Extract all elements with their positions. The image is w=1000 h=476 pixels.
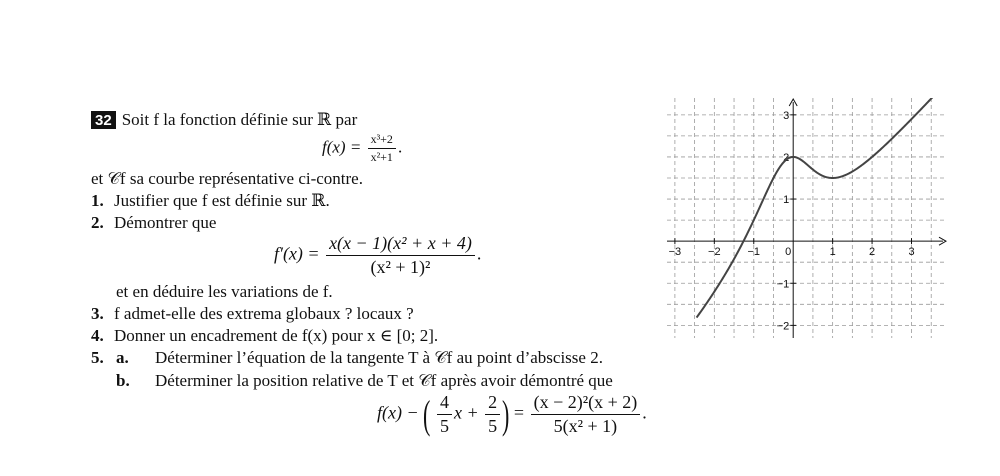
- graph-axes: [667, 99, 946, 338]
- question-4-text: Donner un encadrement de f(x) pour x ∈ [0; 2].: [114, 326, 439, 345]
- derivative-denominator: (x² + 1)²: [370, 257, 431, 277]
- derivative-lhs: f′(x) =: [274, 243, 320, 264]
- right-paren: ): [502, 391, 510, 437]
- frac-2-5: [485, 392, 500, 437]
- y-tick-label: 2: [783, 151, 790, 164]
- question-5a-text: Déterminer l’équation de la tangente T à 𝒞f au point d’abscisse 2.: [155, 348, 603, 367]
- frac-2-5-num: 2: [485, 392, 500, 415]
- question-5b: [116, 371, 613, 391]
- question-3-text: f admet-elle des extrema globaux ? locaux ?: [114, 304, 414, 323]
- function-graph: [667, 98, 947, 338]
- graph-curve: [697, 98, 944, 318]
- x-tick-label: 2: [869, 246, 876, 259]
- final-lhs: f(x) −: [377, 402, 419, 423]
- question-4: [91, 326, 438, 346]
- question-4-number: 4.: [91, 326, 104, 345]
- final-end: .: [642, 402, 647, 423]
- question-2-number: 2.: [91, 213, 104, 232]
- question-1-number: 1.: [91, 191, 104, 210]
- x-tick-label: −3: [668, 246, 682, 259]
- deduce-line: et en déduire les variations de f.: [116, 282, 333, 301]
- exercise-intro: Soit f la fonction définie sur ℝ par: [121, 110, 358, 129]
- definition-fraction: [368, 132, 396, 165]
- x-tick-label: −2: [708, 246, 721, 259]
- question-2-text: Démontrer que: [114, 213, 217, 232]
- y-tick-label: −1: [776, 278, 790, 291]
- y-tick-label: 3: [783, 109, 790, 122]
- question-5b-label: b.: [116, 371, 130, 390]
- derivative-numerator: x(x − 1)(x² + x + 4): [326, 233, 475, 256]
- final-formula: [377, 392, 647, 437]
- definition-end: .: [397, 137, 403, 157]
- definition-denominator: x²+1: [370, 150, 393, 164]
- function-definition: [322, 132, 402, 165]
- function-curve: [697, 98, 944, 318]
- question-5-number: 5.: [91, 348, 104, 367]
- x-tick-label: 3: [908, 246, 915, 259]
- question-5a: [91, 348, 603, 368]
- question-5b-text: Déterminer la position relative de T et 𝒞f après avoir démontré que: [155, 371, 613, 390]
- question-3: [91, 304, 414, 324]
- y-tick-label: 1: [783, 194, 790, 207]
- x-tick-label: −1: [747, 246, 761, 259]
- question-1-text: Justifier que f est définie sur ℝ.: [114, 191, 330, 210]
- question-5a-label: a.: [116, 348, 129, 367]
- frac-2-5-den: 5: [488, 416, 498, 436]
- derivative-fraction: [326, 233, 475, 278]
- question-1: [91, 191, 330, 211]
- x-tick-label: 0: [785, 246, 792, 259]
- rhs-numerator: (x − 2)²(x + 2): [531, 392, 641, 415]
- frac-4-5-den: 5: [439, 416, 449, 436]
- graph-grid: [667, 98, 947, 338]
- graph-tick-labels: [669, 110, 915, 333]
- derivative-end: .: [476, 243, 482, 264]
- frac-4-5-num: 4: [437, 392, 452, 415]
- final-eq: =: [513, 402, 525, 423]
- exercise-number: 32: [91, 111, 116, 129]
- definition-lhs: f(x) =: [322, 137, 362, 157]
- definition-numerator: x³+2: [368, 132, 396, 149]
- frac-4-5: [437, 392, 452, 437]
- exercise-heading: [91, 110, 357, 130]
- y-tick-label: −2: [776, 320, 790, 333]
- x-tick-label: 1: [829, 246, 836, 259]
- question-2: [91, 213, 216, 233]
- rhs-fraction: [531, 392, 641, 437]
- left-paren: (: [423, 391, 431, 437]
- rhs-denominator: 5(x² + 1): [553, 416, 618, 436]
- question-3-number: 3.: [91, 304, 104, 323]
- derivative-formula: [274, 233, 481, 278]
- final-mid: x +: [453, 402, 479, 423]
- curve-line: et 𝒞f sa courbe représentative ci-contre.: [91, 169, 363, 188]
